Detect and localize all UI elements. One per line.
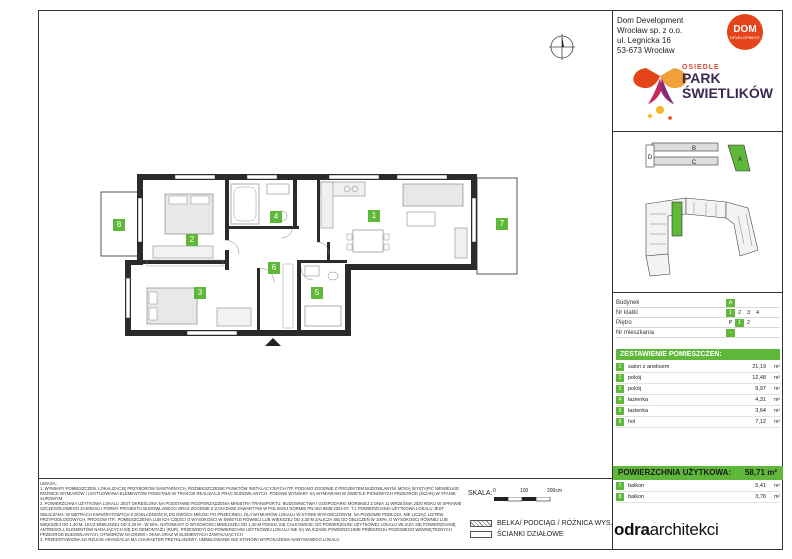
- total-value: 58,71 m²: [744, 468, 777, 477]
- room-badge-4: 4: [270, 211, 282, 223]
- partition-swatch: [470, 531, 492, 538]
- room-unit: m²: [774, 408, 780, 414]
- room-num: 1: [616, 363, 624, 371]
- room-badge-3: 3: [194, 287, 206, 299]
- balconies-table: [616, 481, 780, 503]
- room-num: 6: [616, 418, 624, 426]
- room-num: 5: [616, 407, 624, 415]
- info-cell: P: [728, 319, 733, 326]
- room-num: 8: [616, 493, 624, 501]
- notes-block: [40, 481, 468, 542]
- legend-item: [470, 529, 613, 540]
- osiedle-name: [682, 64, 773, 101]
- room-area: 3,64: [755, 408, 766, 414]
- info-row-mieszkanie: [616, 328, 780, 338]
- info-table: [616, 298, 780, 338]
- sidebar-separator: [612, 292, 783, 293]
- room-unit: m²: [774, 483, 780, 489]
- room-name: pokój: [628, 375, 642, 381]
- info-cell: 4: [755, 309, 760, 316]
- room-area: 3,78: [755, 494, 766, 500]
- room-name: salon z aneksem: [628, 364, 670, 370]
- balcony-row: [616, 492, 780, 503]
- legend-item: [470, 518, 613, 529]
- info-cell: A: [726, 299, 735, 307]
- room-name: łazienka: [628, 397, 649, 403]
- legend-label: ŚCIANKI DZIAŁOWE: [497, 531, 564, 538]
- room-unit: m²: [774, 364, 780, 370]
- info-label: Nr klatki: [616, 309, 638, 316]
- company-address: [617, 16, 683, 56]
- room-badge-8: 8: [113, 219, 125, 231]
- room-name: balkon: [628, 494, 645, 500]
- info-label: Piętro: [616, 319, 632, 326]
- scale-n0: 0: [493, 488, 496, 494]
- key-label-b: B: [691, 146, 697, 152]
- room-name: balkon: [628, 483, 645, 489]
- room-num: 2: [616, 374, 624, 382]
- osiedle-line3: ŚWIETLIKÓW: [682, 85, 773, 101]
- info-row-pietro: [616, 318, 780, 328]
- dom-logo-text: DOM: [733, 23, 757, 35]
- building-key-plan: [616, 137, 780, 181]
- room-area: 7,12: [755, 419, 766, 425]
- key-label-d: D: [647, 155, 653, 161]
- company-street: ul. Legnicka 16: [617, 36, 671, 45]
- room-row: [616, 395, 780, 406]
- info-label: Nr mieszkania: [616, 329, 655, 336]
- room-area: 21,19: [752, 364, 766, 370]
- room-unit: m²: [774, 397, 780, 403]
- note-item: 2. POWIERZCHNIA UŻYTKOWA LOKALU JEST OKREŚLONA NA PODSTAWIE ROZPORZĄDZENIA MINISTRA TRANSPORTU, BUDOWNICTWA I GOSPODARKI MORSKIEJ Z DNIA 11 WRZEŚNIA 2020 ROKU W SPRAWIE SZCZEGÓŁOWEGO ZAKRESU I FORMY PROJEKTU BUDOWLANEGO ORAZ ZGODNIE Z ZASADAMI ZAWARTYMI W POLSKIEJ NORMIE PN-ISO 9836:2022-07. TJ. POWIERZCHNIA UŻYTKOWA LOKALU JEST OBLICZANA: W METRACH KWADRATOWYCH Z DOKŁADNOŚCIĄ DO DWÓCH MIEJSC PO PRZECINKU, DLA WYMIARÓW LOKALU W STANIE WYKOŃCZONYM, NA POZIOMIE PODŁOGI, NIE LICZĄC LISTEW PRZYPODŁOGOWYCH, PROGÓW ITP.; POMIESZCZENIA LUB ICH CZĘŚCI O WYSOKOŚCI W ŚWIETLE RÓWNEJ LUB WIĘKSZEJ OD 2,20 M ZALICZA SIĘ DO OBLICZEŃ W 100%, O WYSOKOŚCI RÓWNEJ LUB WIĘKSZEJ OD 1,40 M, LECZ MNIEJSZEJ OD 2,20 M - W 50%, NATOMIAST O WYSOKOŚCI MNIEJSZEJ OD 1,40 M POMIJA SIĘ CAŁKOWICIE; DO POWIERZCHNI UŻYTKOWEJ LOKALU WLICZA SIĘ POWIERZCHNIĘ ANTRESOLI, ELEMENTÓW NADAJĄCYCH SIĘ DO DEMONTAŻU (RUR). PRZEWODY) DO POWIERZCHNI UŻYTKOWEJ LOKALU NIE SĄ WLICZANE POWIERZCHNIE PRZEKROJU POZIOMEGO WEWNĘTRZNYCH PRZEGRÓD BUDOWLANYCH, OTWORÓW NA DRZWI I OKNA ORAZ W ELEMENTACH ZAMYKAJĄCYCH: [40, 501, 462, 537]
- room-num: 3: [616, 385, 624, 393]
- info-row-budynek: [616, 298, 780, 308]
- info-cell: 2: [746, 319, 751, 326]
- room-row: [616, 373, 780, 384]
- room-unit: m²: [774, 494, 780, 500]
- room-name: hol: [628, 419, 636, 425]
- note-item: 1. WYMIARY POMIESZCZEŃ, LOKALIZACJĘ PRZYBORÓW SANITARNYCH, ROZMIESZCZENIE PUNKTÓW INSTALACYJNYCH ITP. PODANO ZGODNIE Z PROJEKTEM BUDOWLANYM. MOGĄ WYSTĄPIĆ NIEWIELKIE RÓŻNICE WYMIARÓW I USYTUOWANIA ELEMENTÓW POWSTAŁE W TRAKCIE REALIZACJI PRAC BUDOWLANYCH. PODANE WYMIARY SĄ WYMIARAMI W ŚWIETLE PIONOWYCH PRZEGRÓD (ŚCIAN) W STANIE SUROWYM: [40, 486, 459, 502]
- room-unit: m²: [774, 375, 780, 381]
- room-badge-7: 7: [496, 218, 508, 230]
- company-city: 53-673 Wrocław: [617, 46, 675, 55]
- info-cell: -: [726, 329, 735, 337]
- scale-label: SKALA:: [468, 490, 493, 497]
- balcony-row: [616, 481, 780, 492]
- osiedle-line1: OSIEDLE: [682, 64, 720, 71]
- sidebar-separator: [612, 131, 783, 132]
- legend-label: BELKA/ PODCIĄG / RÓŻNICA WYS.: [497, 520, 613, 527]
- total-area: [613, 466, 783, 480]
- room-unit: m²: [774, 386, 780, 392]
- floor-key-plan: [616, 184, 780, 284]
- scale-n1: 100: [520, 488, 529, 494]
- room-badge-1: 1: [368, 210, 380, 222]
- room-row: [616, 384, 780, 395]
- room-row: [616, 406, 780, 417]
- brand-bold: odra: [614, 520, 650, 539]
- room-row: [616, 362, 780, 373]
- odra-architekci-logo: [614, 520, 718, 540]
- room-num: 7: [616, 482, 624, 490]
- info-cell: 3: [746, 309, 751, 316]
- note-item: 3. PRZEDSTAWIONA NA RZUCIE ARANŻACJA MA CHARAKTER PRZYKŁADOWY, UMEBLOWANIE NIE STANOWI WYPOSAŻENIA NABYWANEGO LOKALU: [40, 537, 340, 543]
- info-cell: 1: [726, 309, 735, 317]
- scale-n2: 200cm: [547, 488, 563, 494]
- room-badge-2: 2: [186, 234, 198, 246]
- room-row: [616, 417, 780, 428]
- floor-plan: [97, 168, 527, 348]
- rooms-header: ZESTAWIENIE POMIESZCZEŃ:: [616, 349, 780, 360]
- key-label-c: C: [691, 160, 697, 166]
- room-name: pokój: [628, 386, 642, 392]
- room-unit: m²: [774, 419, 780, 425]
- notes-divider: [38, 478, 612, 479]
- info-cell: 2: [737, 309, 742, 316]
- room-area: 12,48: [752, 375, 766, 381]
- info-row-klatka: [616, 308, 780, 318]
- key-label-a: A: [737, 157, 743, 163]
- rooms-table: [616, 362, 780, 428]
- osiedle-line2: PARK: [682, 70, 721, 86]
- brand-light: architekci: [649, 520, 719, 539]
- room-area: 9,97: [755, 386, 766, 392]
- room-area: 5,41: [755, 483, 766, 489]
- room-badge-5: 5: [311, 287, 323, 299]
- legend: [470, 518, 613, 540]
- room-badge-6: 6: [268, 262, 280, 274]
- compass-icon: [545, 30, 579, 64]
- info-label: Budynek: [616, 299, 640, 306]
- beam-swatch: [470, 520, 492, 527]
- room-num: 4: [616, 396, 624, 404]
- total-label: POWIERZCHNIA UŻYTKOWA:: [618, 468, 732, 477]
- company-name: Dom Development: [617, 16, 684, 25]
- dom-development-logo: [727, 14, 763, 50]
- room-area: 4,31: [755, 397, 766, 403]
- scale-bar: [494, 497, 558, 502]
- room-name: łazienka: [628, 408, 649, 414]
- dom-logo-subtext: DEVELOPMENT: [729, 34, 761, 40]
- info-cell: 1: [735, 319, 744, 327]
- notes-title: UWAGA:: [40, 481, 57, 486]
- company-subname: Wrocław sp. z o.o.: [617, 26, 683, 35]
